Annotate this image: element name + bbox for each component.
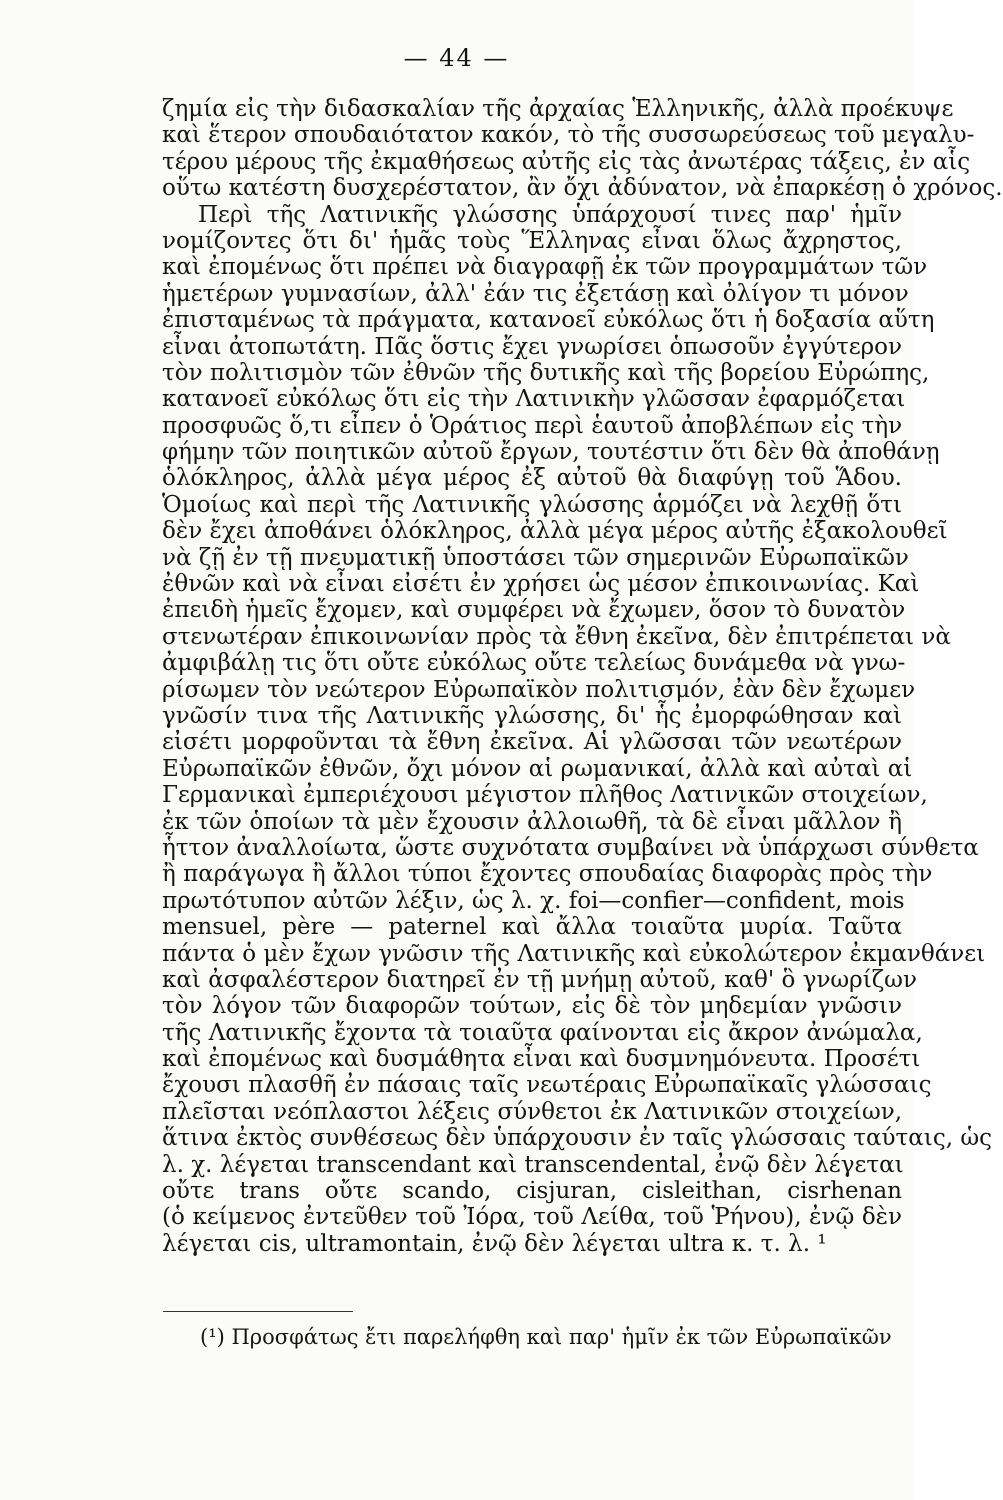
text-line-42: οὔτε trans οὔτε scando, cisjuran, cisleithan, cisrhenan [162, 1178, 902, 1205]
text-line-13: προσφυῶς ὅ,τι εἶπεν ὁ Ὁράτιος περὶ ἑαυτοῦ ἀποβλέπων εἰς τὴν [162, 412, 903, 439]
text-line-6: νομίζοντες ὅτι δι' ἡμᾶς τοὺς Ἕλληνας εἶναι ὅλως ἄχρηστος, [162, 227, 902, 254]
text-line-33: πάντα ὁ μὲν ἔχων γνῶσιν τῆς Λατινικῆς καὶ εὐκολώτερον ἐκμανθάνει [162, 940, 986, 967]
text-line-19: ἐθνῶν καὶ νὰ εἶναι εἰσέτι ἐν χρήσει ὡς μέσον ἐπικοινωνίας. Καὶ [162, 571, 920, 598]
text-line-4: οὕτω κατέστη δυσχερέστατον, ἂν ὄχι ἀδύνατον, νὰ ἐπαρκέσῃ ὁ χρόνος. [162, 175, 1003, 202]
text-line-29: ἧττον ἀναλλοίωτα, ὥστε συχνότατα συμβαίνει νὰ ὑπάρχωσι σύνθετα [162, 834, 979, 861]
text-line-18: νὰ ζῇ ἐν τῇ πνευματικῇ ὑποστάσει τῶν σημερινῶν Εὐρωπαϊκῶν [162, 544, 909, 571]
text-line-36: τῆς Λατινικῆς ἔχοντα τὰ τοιαῦτα φαίνονται εἰς ἄκρον ἀνώμαλα, [162, 1019, 923, 1046]
text-line-34: καὶ ἀσφαλέστερον διατηρεῖ ἐν τῇ μνήμῃ αὐτοῦ, καθ' ὃ γνωρίζων [162, 966, 917, 993]
text-line-15: ὁλόκληρος, ἀλλὰ μέγα μέρος ἐξ αὐτοῦ θὰ διαφύγῃ τοῦ Ἅδου. [162, 465, 902, 492]
text-line-30: ἢ παράγωγα ἢ ἄλλοι τύποι ἔχοντες σπουδαίας διαφορὰς πρὸς τὴν [162, 861, 933, 888]
text-line-22: ἀμφιβάλῃ τις ὅτι οὔτε εὐκόλως οὔτε τελείως δυνάμεθα νὰ γνω- [162, 650, 906, 677]
text-line-35: τὸν λόγον τῶν διαφορῶν τούτων, εἰς δὲ τὸν μηδεμίαν γνῶσιν [162, 993, 902, 1020]
text-line-27: Γερμανικαὶ ἐμπεριέχουσι μέγιστον πλῆθος Λατινικῶν στοιχείων, [162, 782, 928, 809]
text-line-24: γνῶσίν τινα τῆς Λατινικῆς γλώσσης, δι' ἧς ἐμορφώθησαν καὶ [162, 702, 902, 729]
text-line-5: Περὶ τῆς Λατινικῆς γλώσσης ὑπάρχουσί τινες παρ' ἡμῖν [198, 201, 902, 228]
text-line-21: στενωτέραν ἐπικοινωνίαν πρὸς τὰ ἔθνη ἐκεῖνα, δὲν ἐπιτρέπεται νὰ [162, 623, 951, 650]
text-line-41: λ. χ. λέγεται transcendant καὶ transcendental, ἐνῷ δὲν λέγεται [162, 1151, 904, 1178]
text-line-23: ρίσωμεν τὸν νεώτερον Εὐρωπαϊκὸν πολιτισμόν, ἐὰν δὲν ἔχωμεν [162, 676, 916, 703]
text-line-11: τὸν πολιτισμὸν τῶν ἐθνῶν τῆς δυτικῆς καὶ τῆς βορείου Εὐρώπης, [162, 359, 930, 386]
text-line-31: πρωτότυπον αὐτῶν λέξιν, ὡς λ. χ. foi—confier—confident, mois [162, 887, 905, 914]
text-line-20: ἐπειδὴ ἡμεῖς ἔχομεν, καὶ συμφέρει νὰ ἔχωμεν, ὅσον τὸ δυνατὸν [162, 597, 906, 624]
text-line-8: ἡμετέρων γυμνασίων, ἀλλ' ἐάν τις ἐξετάσῃ καὶ ὀλίγον τι μόνον [162, 280, 909, 307]
footnote: (¹) Προσφάτως ἔτι παρελήφθη καὶ παρ' ἡμῖν ἐκ τῶν Εὐρωπαϊκῶν [200, 1325, 892, 1349]
text-line-28: ἐκ τῶν ὁποίων τὰ μὲν ἔχουσιν ἀλλοιωθῆ, τὰ δὲ εἶναι μᾶλλον ἢ [162, 808, 902, 835]
text-line-12: κατανοεῖ εὐκόλως ὅτι εἰς τὴν Λατινικὴν γλῶσσαν ἐφαρμόζεται [162, 386, 906, 413]
text-line-37: καὶ ἐπομένως καὶ δυσμάθητα εἶναι καὶ δυσμνημόνευτα. Προσέτι [162, 1046, 921, 1073]
body-text [162, 96, 1003, 1257]
text-line-2: καὶ ἕτερον σπουδαιότατον κακόν, τὸ τῆς συσσωρεύσεως τοῦ μεγαλυ- [162, 122, 975, 149]
text-line-32: mensuel, père — paternel καὶ ἄλλα τοιαῦτα μυρία. Ταῦτα [162, 914, 902, 941]
footnote-divider [163, 1311, 353, 1312]
text-line-17: δὲν ἔχει ἀποθάνει ὁλόκληρος, ἀλλὰ μέγα μέρος αὐτῆς ἐξακολουθεῖ [162, 518, 948, 545]
text-line-25: εἰσέτι μορφοῦνται τὰ ἔθνη ἐκεῖνα. Αἱ γλῶσσαι τῶν νεωτέρων [162, 729, 902, 756]
text-line-9: ἐπισταμένως τὰ πράγματα, κατανοεῖ εὐκόλως ὅτι ἡ δοξασία αὕτη [162, 307, 935, 334]
text-line-40: ἅτινα ἐκτὸς συνθέσεως δὲν ὑπάρχουσιν ἐν ταῖς γλώσσαις ταύταις, ὡς [162, 1125, 992, 1152]
text-line-16: Ὁμοίως καὶ περὶ τῆς Λατινικῆς γλώσσης ἁρμόζει νὰ λεχθῇ ὅτι [162, 491, 902, 518]
text-line-38: ἔχουσι πλασθῆ ἐν πάσαις ταῖς νεωτέραις Εὐρωπαϊκαῖς γλώσσαις [162, 1072, 932, 1099]
text-line-44: λέγεται cis, ultramontain, ἐνῷ δὲν λέγεται ultra κ. τ. λ. ¹ [162, 1230, 827, 1257]
text-line-1: ζημία εἰς τὴν διδασκαλίαν τῆς ἀρχαίας Ἑλληνικῆς, ἀλλὰ προέκυψε [162, 96, 954, 122]
text-line-3: τέρου μέρους τῆς ἐκμαθήσεως αὐτῆς εἰς τὰς ἀνωτέρας τάξεις, ἐν αἷς [162, 148, 971, 175]
page-number: — 44 — [403, 44, 510, 72]
text-line-7: καὶ ἐπομένως ὅτι πρέπει νὰ διαγραφῇ ἐκ τῶν προγραμμάτων τῶν [162, 254, 928, 281]
text-line-43: (ὁ κείμενος ἐντεῦθεν τοῦ Ἰόρα, τοῦ Λείθα, τοῦ Ῥήνου), ἐνῷ δὲν [162, 1204, 902, 1231]
text-line-14: φήμην τῶν ποιητικῶν αὐτοῦ ἔργων, τουτέστιν ὅτι δὲν θὰ ἀποθάνῃ [162, 439, 940, 466]
text-line-26: Εὐρωπαϊκῶν ἐθνῶν, ὄχι μόνον αἱ ρωμανικαί, ἀλλὰ καὶ αὐταὶ αἱ [162, 755, 913, 782]
text-line-10: εἶναι ἀτοπωτάτη. Πᾶς ὅστις ἔχει γνωρίσει ὁπωσοῦν ἐγγύτερον [162, 333, 902, 360]
text-line-39: πλεῖσται νεόπλαστοι λέξεις σύνθετοι ἐκ Λατινικῶν στοιχείων, [162, 1098, 902, 1125]
